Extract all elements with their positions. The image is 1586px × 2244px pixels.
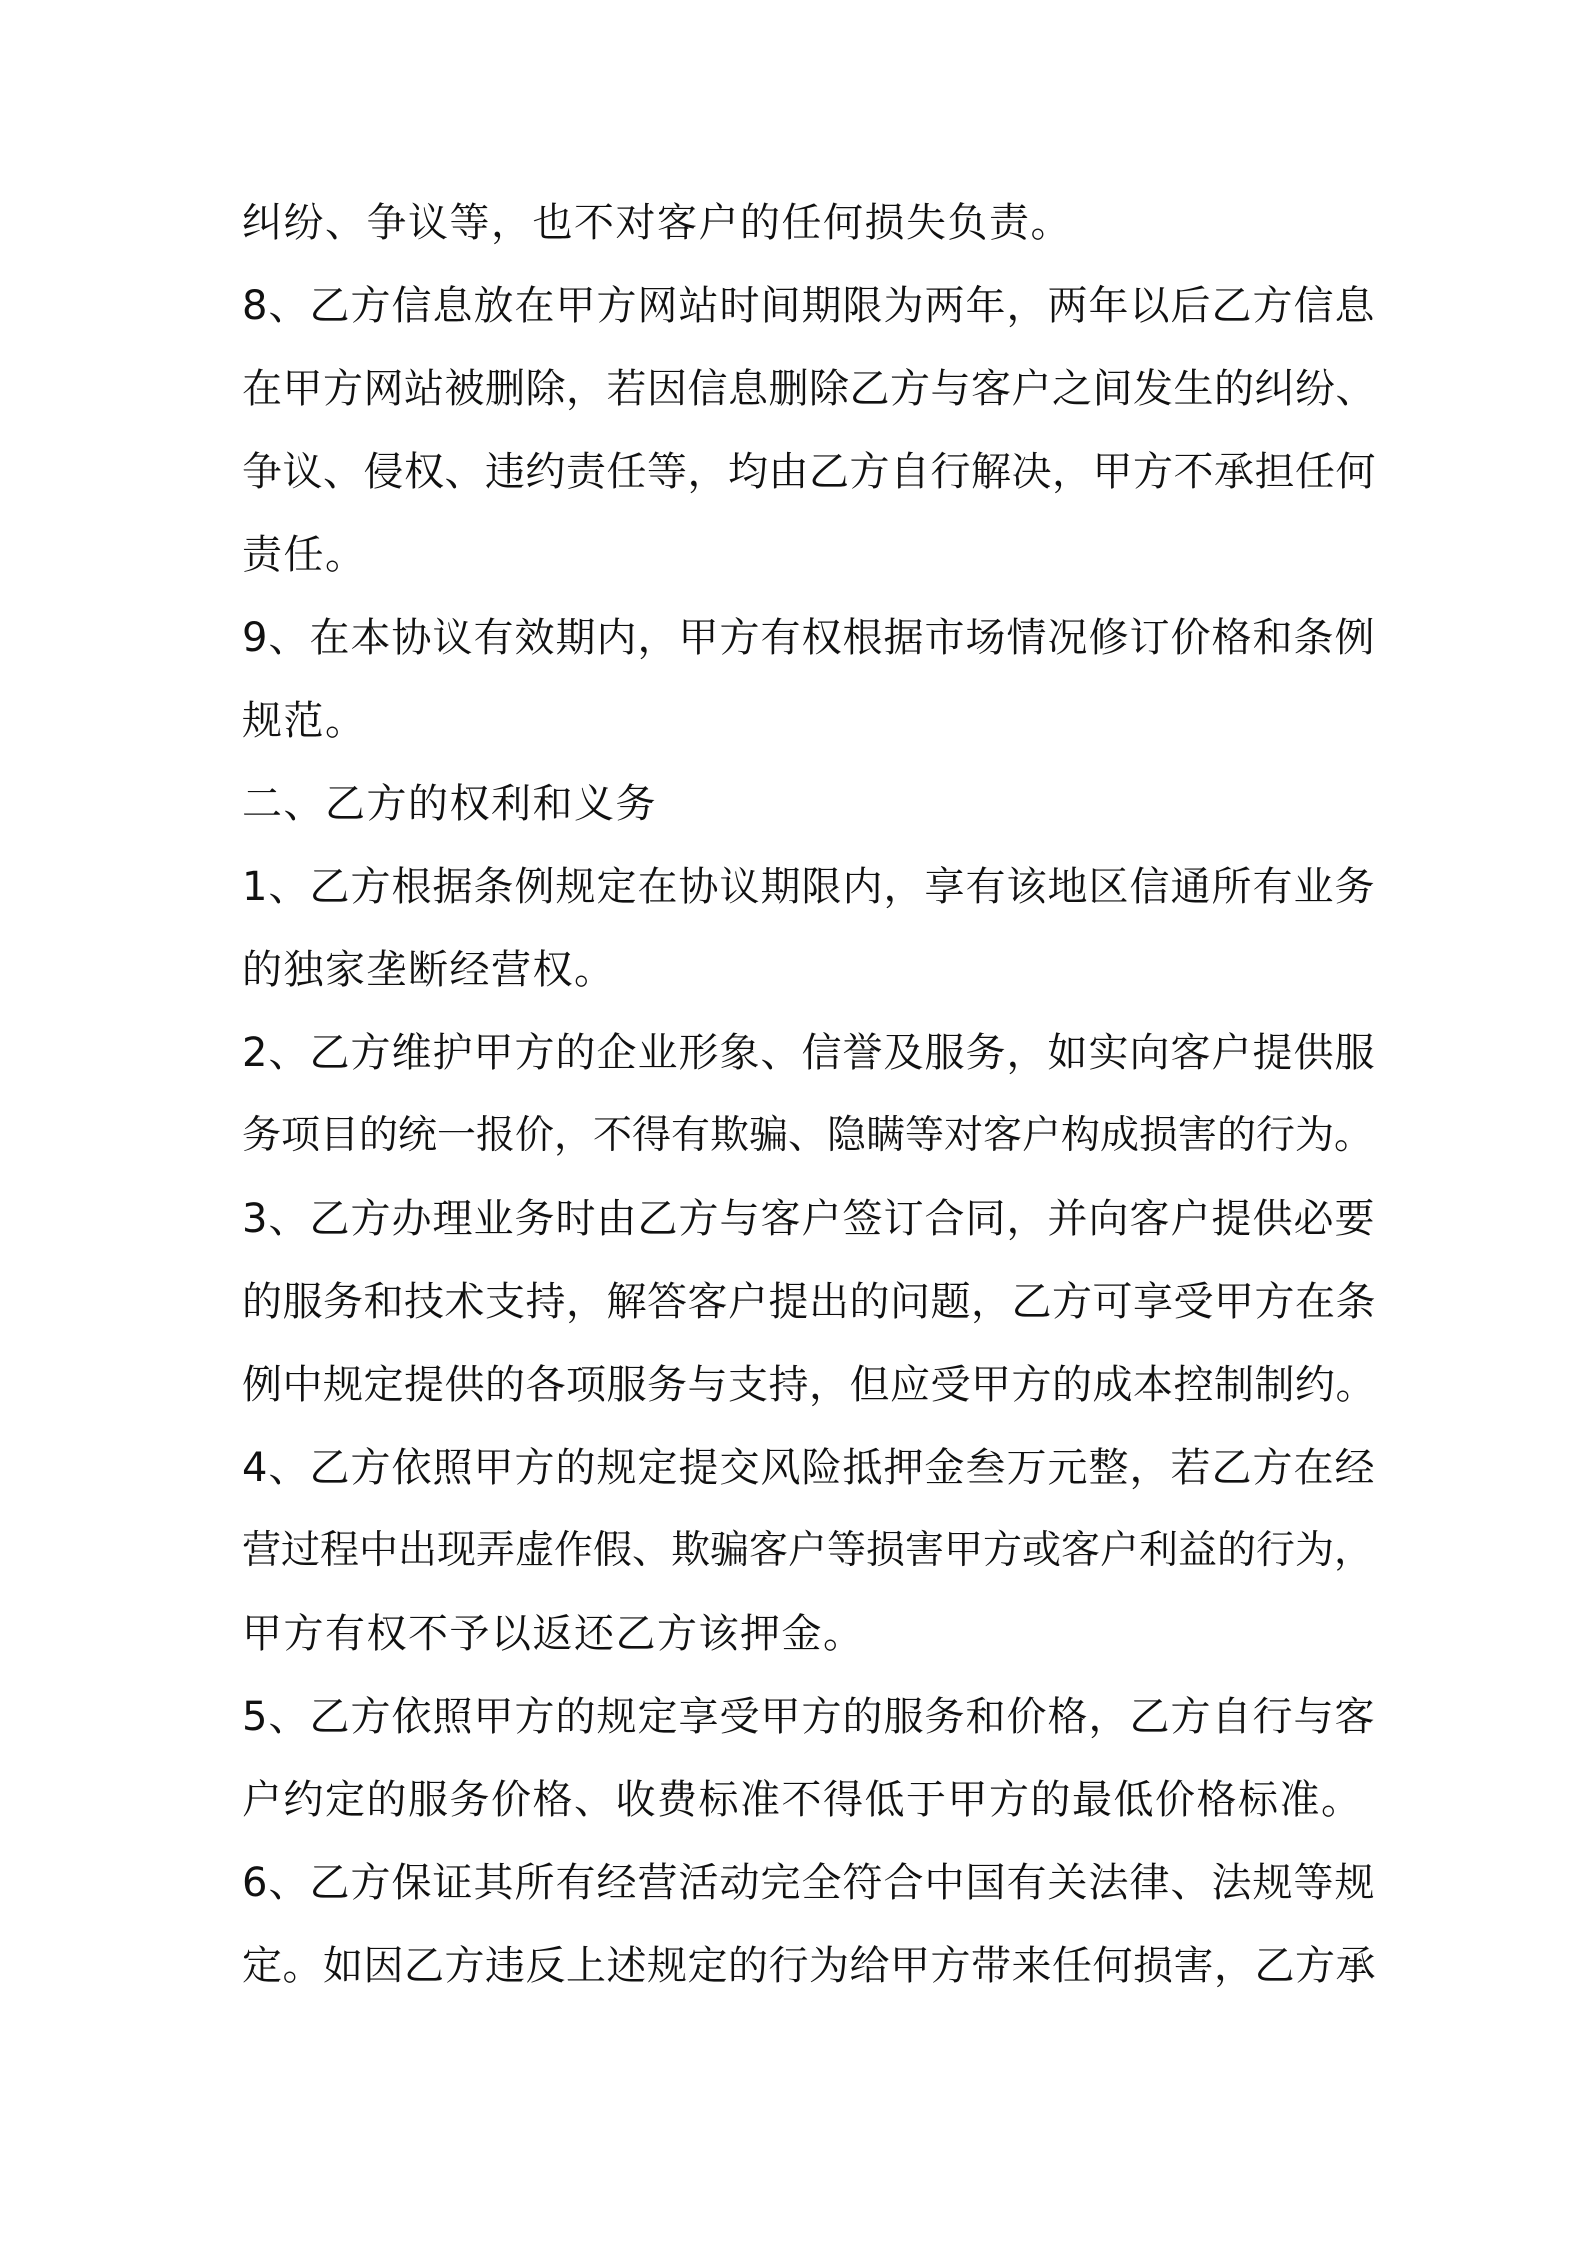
text-line: 4、乙方依照甲方的规定提交风险抵押金叁万元整，若乙方在经	[242, 1445, 1376, 1491]
text-line: 8、乙方信息放在甲方网站时间期限为两年，两年以后乙方信息	[242, 283, 1376, 329]
text-line: 务项目的统一报价，不得有欺骗、隐瞒等对客户构成损害的行为。	[242, 1113, 1374, 1158]
text-line: 的独家垄断经营权。	[242, 947, 616, 993]
text-line: 责任。	[242, 532, 367, 578]
text-line: 营过程中出现弄虚作假、欺骗客户等损害甲方或客户利益的行为，	[242, 1528, 1374, 1573]
text-line: 5、乙方依照甲方的规定享受甲方的服务和价格，乙方自行与客	[242, 1694, 1376, 1740]
text-line: 在甲方网站被删除，若因信息删除乙方与客户之间发生的纠纷、	[242, 366, 1376, 412]
text-line: 争议、侵权、违约责任等，均由乙方自行解决，甲方不承担任何	[242, 449, 1376, 495]
text-line: 例中规定提供的各项服务与支持，但应受甲方的成本控制制约。	[242, 1362, 1376, 1408]
text-line: 户约定的服务价格、收费标准不得低于甲方的最低价格标准。	[242, 1777, 1363, 1823]
section-heading: 二、乙方的权利和义务	[242, 781, 657, 827]
text-line: 的服务和技术支持，解答客户提出的问题，乙方可享受甲方在条	[242, 1279, 1376, 1325]
text-line: 定。如因乙方违反上述规定的行为给甲方带来任何损害，乙方承	[242, 1943, 1376, 1989]
text-line: 1、乙方根据条例规定在协议期限内，享有该地区信通所有业务	[242, 864, 1376, 910]
text-line: 6、乙方保证其所有经营活动完全符合中国有关法律、法规等规	[242, 1860, 1376, 1906]
text-line: 甲方有权不予以返还乙方该押金。	[242, 1611, 865, 1657]
text-line: 3、乙方办理业务时由乙方与客户签订合同，并向客户提供必要	[242, 1196, 1376, 1242]
text-line: 纠纷、争议等，也不对客户的任何损失负责。	[242, 200, 1072, 246]
text-line: 2、乙方维护甲方的企业形象、信誉及服务，如实向客户提供服	[242, 1030, 1376, 1076]
text-line: 规范。	[242, 698, 367, 744]
text-line: 9、在本协议有效期内，甲方有权根据市场情况修订价格和条例	[242, 615, 1376, 661]
